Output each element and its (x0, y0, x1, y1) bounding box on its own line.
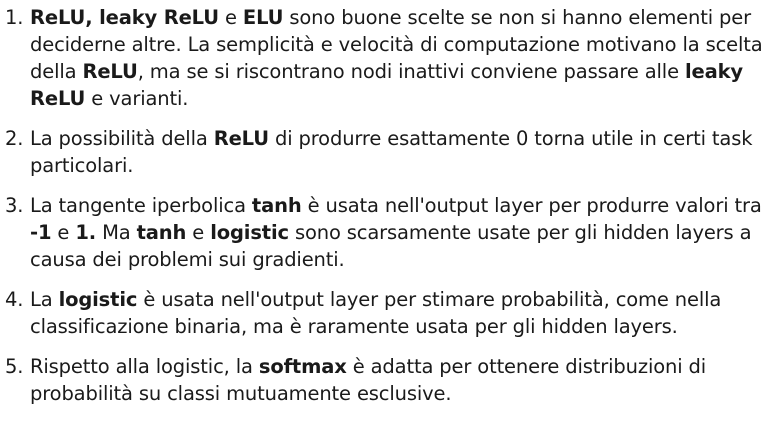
list-number: 2. (5, 127, 24, 150)
list-item-text: Rispetto alla logistic, la softmax è adatta per ottenere distribuzioni di probabilità su classi mutuamente esclusive. (30, 355, 707, 405)
list-number: 3. (5, 194, 24, 217)
list-item-text: La possibilità della ReLU di produrre esattamente 0 torna utile in certi task particolari. (30, 127, 753, 177)
list-number: 5. (5, 355, 24, 378)
list-item-5 (0, 353, 780, 407)
list-item-text: La tangente iperbolica tanh è usata nell'output layer per produrre valori tra -1 e 1. Ma tanh e logistic sono scarsamente usate per gli hidden layers a causa dei problemi sui gradienti. (30, 194, 762, 271)
numbered-list (0, 4, 780, 420)
list-item-4 (0, 286, 780, 340)
list-item-1 (0, 4, 780, 112)
list-number: 4. (5, 288, 24, 311)
list-item-text: ReLU, leaky ReLU e ELU sono buone scelte se non si hanno elementi per deciderne altre. La semplicità e velocità di computazione motivano la scelta della ReLU, ma se si riscontrano nodi inattivi conviene passare alle leaky ReLU e varianti. (30, 6, 763, 110)
list-item-text: La logistic è usata nell'output layer per stimare probabilità, come nella classificazione binaria, ma è raramente usata per gli hidden layers. (30, 288, 722, 338)
list-item-2 (0, 125, 780, 179)
list-item-3 (0, 192, 780, 273)
list-number: 1. (5, 6, 24, 29)
